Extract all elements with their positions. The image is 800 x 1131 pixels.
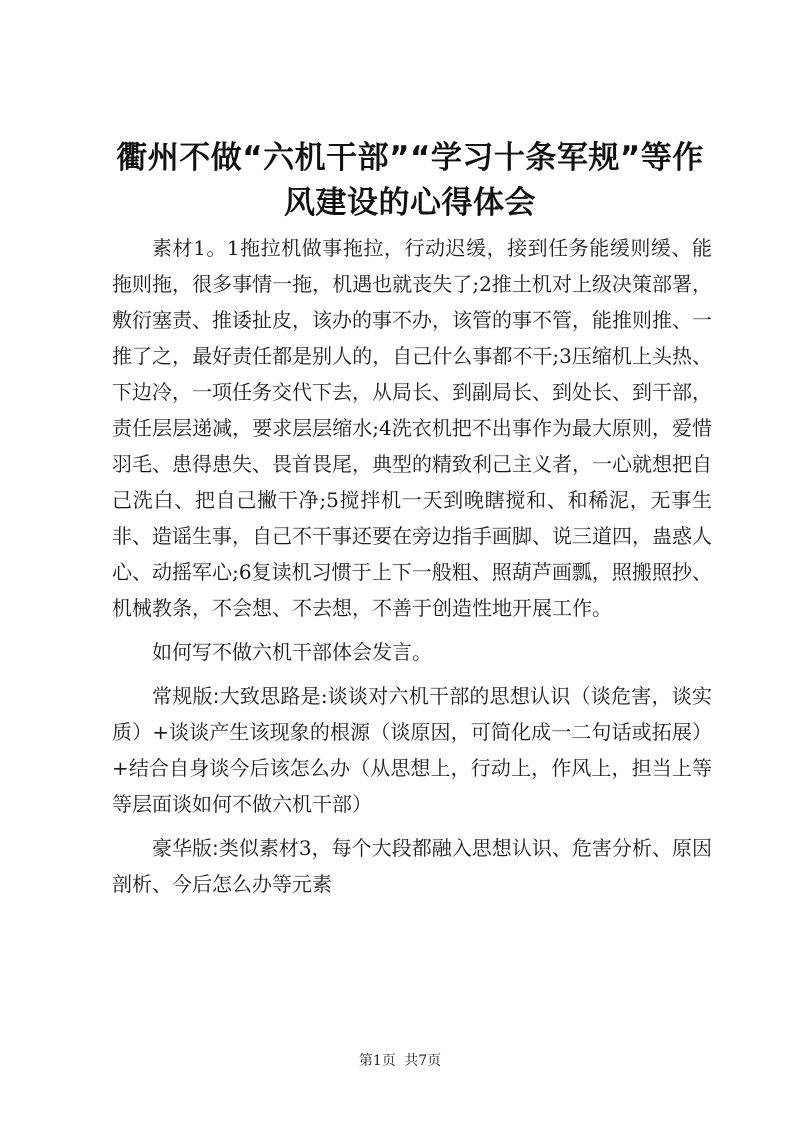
page-number: 第1页: [358, 1053, 396, 1069]
page-total: 共7页: [404, 1053, 442, 1069]
page-footer: [0, 1051, 800, 1071]
paragraph-text: 大致思路是:谈谈对六机干部的思想认识（谈危害，谈实质）+谈谈产生该现象的根源（谈原因，可简化成一二句话或拓展）+结合自身谈今后该怎么办（从思想上，行动上，作风上，担当上等等层面谈如何不做六机干部）: [112, 684, 712, 816]
title-line-1: 衢州不做“六机干部”“学习十条军规”等作: [116, 140, 704, 176]
document-body: [112, 230, 712, 910]
paragraph-lead: 豪华版:: [152, 836, 219, 860]
paragraph-deluxe-version: [112, 830, 712, 902]
paragraph-text: 素材1。1拖拉机做事拖拉，行动迟缓，接到任务能缓则缓、能拖则拖，很多事情一拖，机遇也就丧失了;2推土机对上级决策部署，敷衍塞责、推诿扯皮，该办的事不办，该管的事不管，能推则推、一推了之，最好责任都是别人的，自己什么事都不干;3压缩机上头热、下边冷，一项任务交代下去，从局长、到副局长、到处长、到干部，责任层层递减，要求层层缩水;4洗衣机把不出事作为最大原则，爱惜羽毛、患得患失、畏首畏尾，典型的精致利己主义者，一心就想把自己洗白、把自己撇干净;5搅拌机一天到晚瞎搅和、和稀泥，无事生非、造谣生事，自己不干事还要在旁边指手画脚、说三道四，蛊惑人心、动摇军心;6复读机习惯于上下一般粗、照葫芦画瓢，照搬照抄、机械教条，不会想、不去想，不善于创造性地开展工作。: [112, 236, 712, 620]
title-line-2: 风建设的心得体会: [284, 185, 536, 221]
paragraph-standard-version: [112, 678, 712, 822]
paragraph-text: 如何写不做六机干部体会发言。: [152, 640, 432, 664]
document-title: [100, 136, 720, 226]
paragraph-lead: 常规版:: [152, 684, 220, 708]
paragraph-text: 类似素材3，每个大段都融入思想认识、危害分析、原因剖析、今后怎么办等元素: [112, 836, 712, 896]
paragraph-how-to-write: [112, 634, 712, 670]
paragraph-materials: [112, 230, 712, 626]
